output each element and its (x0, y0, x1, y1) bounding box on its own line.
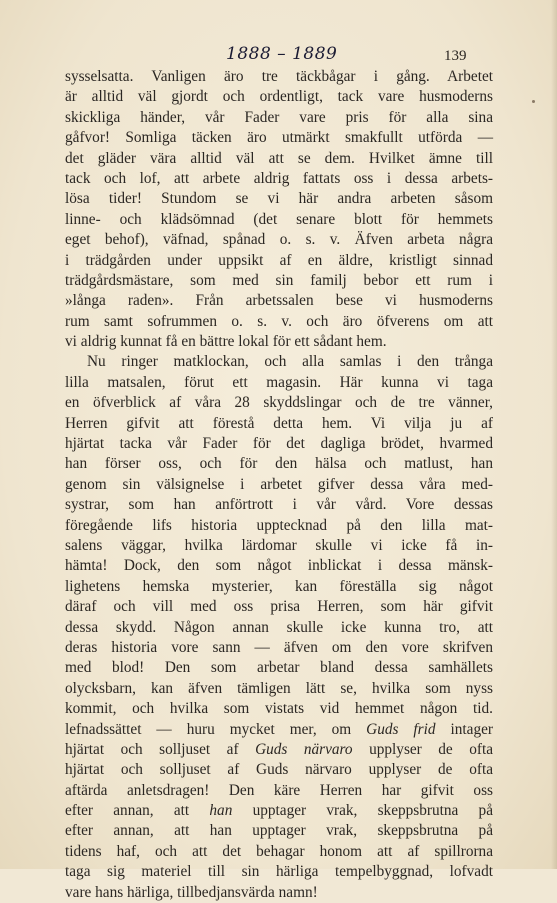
text-line: trädgårdsmästare, som med sin familj bebor ett rum i (65, 271, 493, 289)
text-line: lösa tider! Stundom se vi här andra arbeten såsom (65, 190, 493, 208)
text-line: efter annan, att han upptager vrak, skeppsbrutna på (65, 822, 493, 840)
text-line: aftärda anletsdragen! Den käre Herren har gifvit oss (65, 781, 493, 799)
page-edge-shadow (551, 0, 557, 869)
text-line: rum samt sofrummen o. s. v. och äro öfverens om att (65, 312, 493, 330)
text-line: taga sig materiel till sin härliga tempelbyggnad, lofvadt (65, 863, 493, 881)
italic-phrase: han (209, 802, 233, 820)
handwritten-year-note: 1888 – 1889 (226, 44, 338, 64)
text-line: dessa skydd. Någon annan skulle icke kunna tro, att (65, 618, 493, 636)
text-run: efter annan, att (65, 802, 210, 820)
text-line: vi aldrig kunnat få en bättre lokal för ett sådant hem. (65, 333, 387, 351)
margin-speck (532, 100, 535, 103)
text-line: vare hans härliga, tillbedjansvärda namn! (65, 883, 318, 901)
text-line: skickliga händer, vår Fader vare pris för alla sina (65, 108, 493, 126)
page-number: 139 (444, 48, 467, 64)
text-line: tack och lof, att arbete aldrig fattats oss i dessa arbets- (65, 169, 493, 187)
text-line: systrar, som han anförtrott i vår vård. Vore dessas (65, 496, 493, 514)
text-line: Herren gifvit att förestå detta hem. Vi vilja ju af (65, 414, 493, 432)
text-line: hämta! Dock, den som något inblickat i dessa mänsk- (65, 557, 493, 575)
text-line: »långa raden». Från arbetssalen bese vi husmoderns (65, 292, 493, 310)
text-line: hjärtat tacka vår Fader för det dagliga brödet, hvarmed (65, 435, 493, 453)
text-line: eget behof), väfnad, spånad o. s. v. Äfven arbeta några (65, 231, 493, 249)
text-run: intager (435, 720, 493, 738)
text-line: kommit, och hvilka som vistats vid hemmet någon tid. (65, 700, 493, 718)
italic-phrase: Guds närvaro (255, 740, 353, 758)
text-line: genom sin välsignelse i arbetet gifver dessa våra med- (65, 475, 493, 493)
text-line: i trädgården under uppsikt af en äldre, kristligt sinnad (65, 251, 493, 269)
text-line: däraf och vill med oss prisa Herren, som här gifvit (65, 598, 493, 616)
text-line: linne- och klädsömnad (det senare blott för hemmets (65, 210, 493, 228)
text-line: lilla matsalen, förut ett magasin. Här kunna vi taga (65, 373, 493, 391)
text-run: upptager vrak, skeppsbrutna på (232, 802, 493, 820)
text-line: lighetens hemska mysterier, kan föreställa sig något (65, 577, 493, 595)
text-line: olycksbarn, kan äfven tämligen lätt se, hvilka som nyss (65, 679, 493, 697)
text-line (65, 801, 493, 821)
text-line: hjärtat och solljuset af Guds närvaro upplyser de ofta (65, 761, 493, 779)
text-line (65, 720, 493, 740)
text-line (65, 740, 493, 760)
text-run: hjärtat och solljuset af (65, 740, 256, 758)
text-line: tidens haf, och att det behagar honom att af spillrorna (65, 842, 493, 860)
text-line: det gläder vära alltid väl att se dem. Hvilket ämne till (65, 149, 493, 167)
text-line: med blod! Den som arbetar bland dessa samhällets (65, 659, 493, 677)
text-line: han förser oss, och för den hälsa och matlust, han (65, 455, 493, 473)
text-line: Nu ringer matklockan, och alla samlas i den trånga (87, 353, 493, 371)
italic-phrase: Guds frid (366, 720, 436, 738)
text-line: sysselsatta. Vanligen äro tre täckbågar i gång. Arbetet (65, 68, 493, 85)
text-line: är alltid väl gjordt och ordentligt, tack vare husmoderns (65, 88, 493, 106)
text-run: lefnadssättet — huru mycket mer, om (65, 720, 367, 738)
text-run: upplyser de ofta (352, 740, 494, 758)
text-line: föregående lifs historia upptecknad på den lilla mat- (65, 516, 493, 534)
text-line: deras historia vore sann — äfven om den vore skrifven (65, 638, 493, 656)
text-line: salens väggar, hvilka lärdomar skulle vi icke få in- (65, 536, 493, 554)
text-line: gåfvor! Somliga täcken äro utmärkt smakfullt utförda — (65, 129, 493, 147)
text-line: en öfverblick af våra 28 skyddslingar och de tre vänner, (65, 394, 493, 412)
page-header (0, 44, 557, 66)
body-text (65, 67, 493, 903)
